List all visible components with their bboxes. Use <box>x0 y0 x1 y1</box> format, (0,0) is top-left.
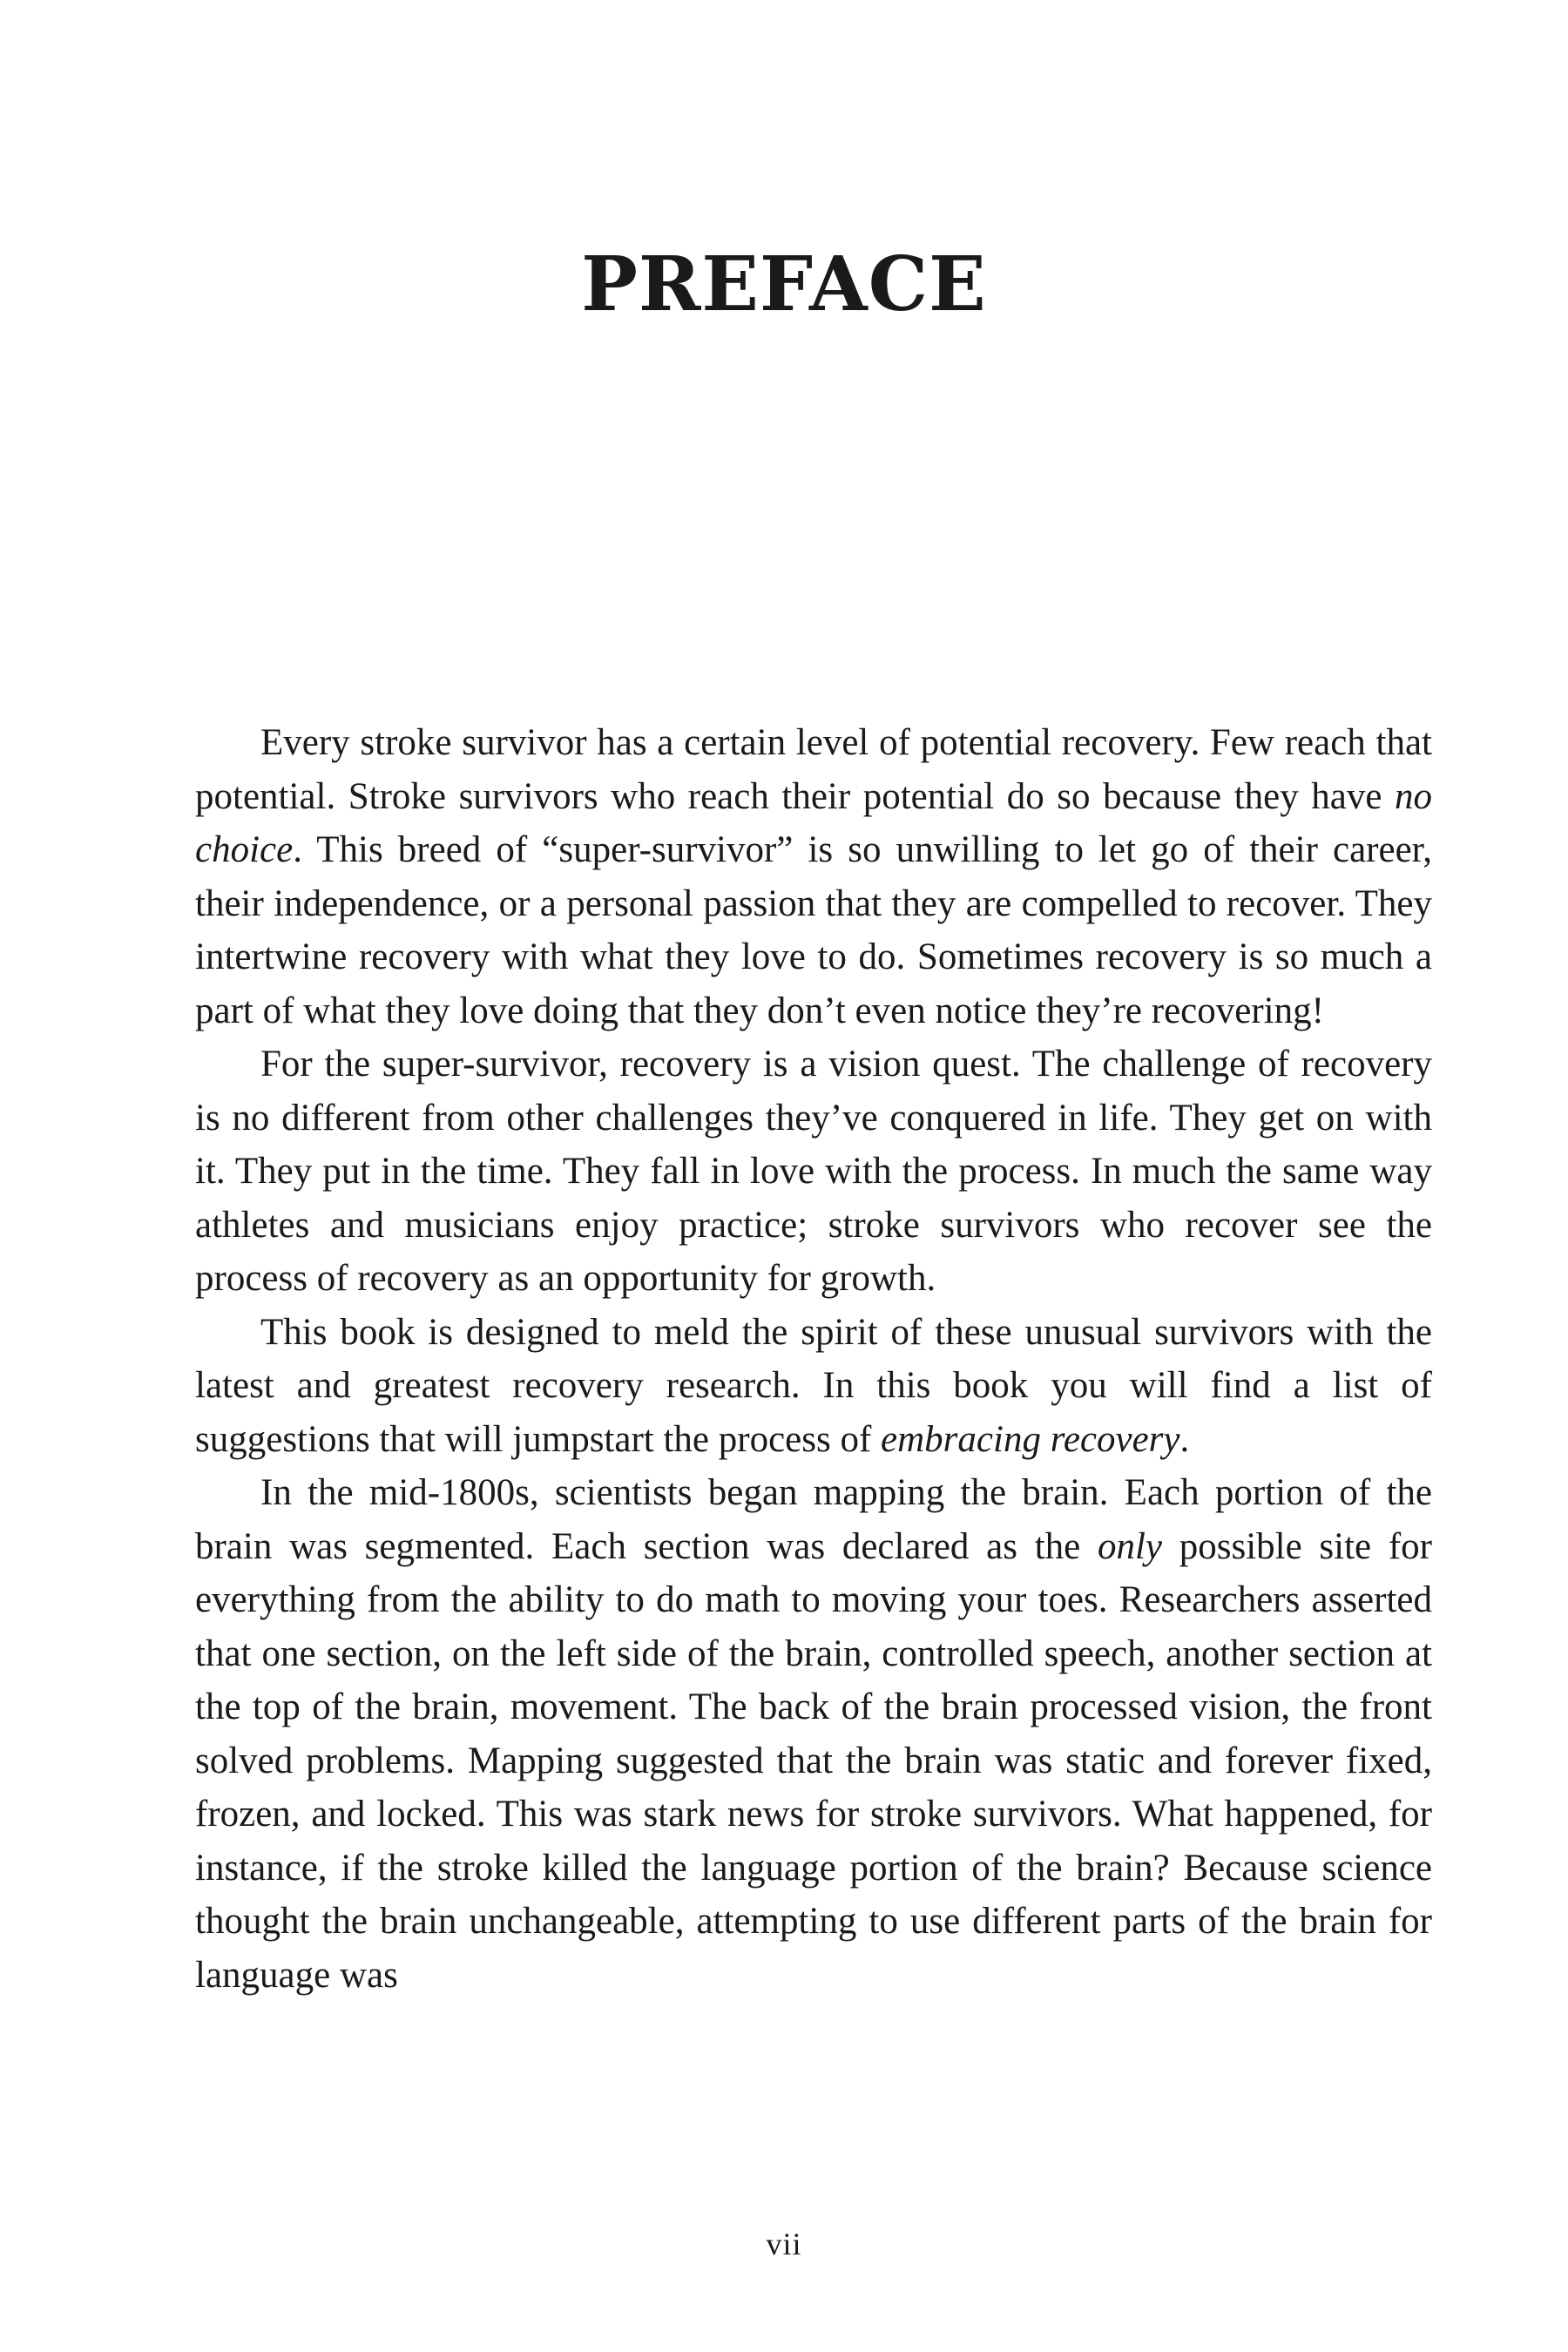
preface-body <box>195 716 1432 2002</box>
paragraph-1-text-b: . This breed of “super-survivor” is so unwilling to let go of their career, their independence, or a personal passion that they are compelled to recover. They intertwine recovery with what they love to do. Sometimes recovery is so much a part of what they love doing that they don’t even notice they’re recovering! <box>195 829 1432 1031</box>
page-number: vii <box>766 2227 802 2261</box>
paragraph-4-text-b: possible site for everything from the ability to do math to moving your toes. Researchers asserted that one section, on the left side of the brain, controlled speech, another section at the top of the brain, movement. The back of the brain processed vision, the front solved problems. Mapping suggested that the brain was static and forever fixed, frozen, and locked. This was stark news for stroke survivors. What happened, for instance, if the stroke killed the language portion of the brain? Because science thought the brain unchangeable, attempting to use different parts of the brain for language was <box>195 1525 1432 1996</box>
paragraph-3-text-b: . <box>1179 1418 1190 1460</box>
page-title: PREFACE <box>581 240 987 328</box>
paragraph-1 <box>195 716 1432 1037</box>
paragraph-4-emphasis: only <box>1097 1525 1162 1567</box>
paragraph-3-emphasis: embracing recovery <box>881 1418 1180 1460</box>
paragraph-2-text: For the super-survivor, recovery is a vision quest. The challenge of recovery is no different from other challenges they’ve conquered in life. They get on with it. They put in the time. They fall in love with the process. In much the same way athletes and musicians enjoy practice; stroke survivors who recover see the process of recovery as an opportunity for growth. <box>195 1044 1432 1299</box>
paragraph-4 <box>195 1466 1432 2002</box>
paragraph-3-text-a: This book is designed to meld the spirit of these unusual survivors with the latest and greatest recovery research. In this book you will find a list of suggestions that will jumpstart the process of <box>195 1311 1432 1460</box>
paragraph-1-text-a: Every stroke survivor has a certain level of potential recovery. Few reach that potential. Stroke survivors who reach their potential do so because they have <box>195 722 1432 817</box>
paragraph-4-text-a: In the mid-1800s, scientists began mapping the brain. Each portion of the brain was segmented. Each section was declared as the <box>195 1472 1432 1567</box>
paragraph-1-emphasis: no choice <box>195 775 1432 870</box>
paragraph-2 <box>195 1037 1432 1306</box>
paragraph-3 <box>195 1306 1432 1467</box>
